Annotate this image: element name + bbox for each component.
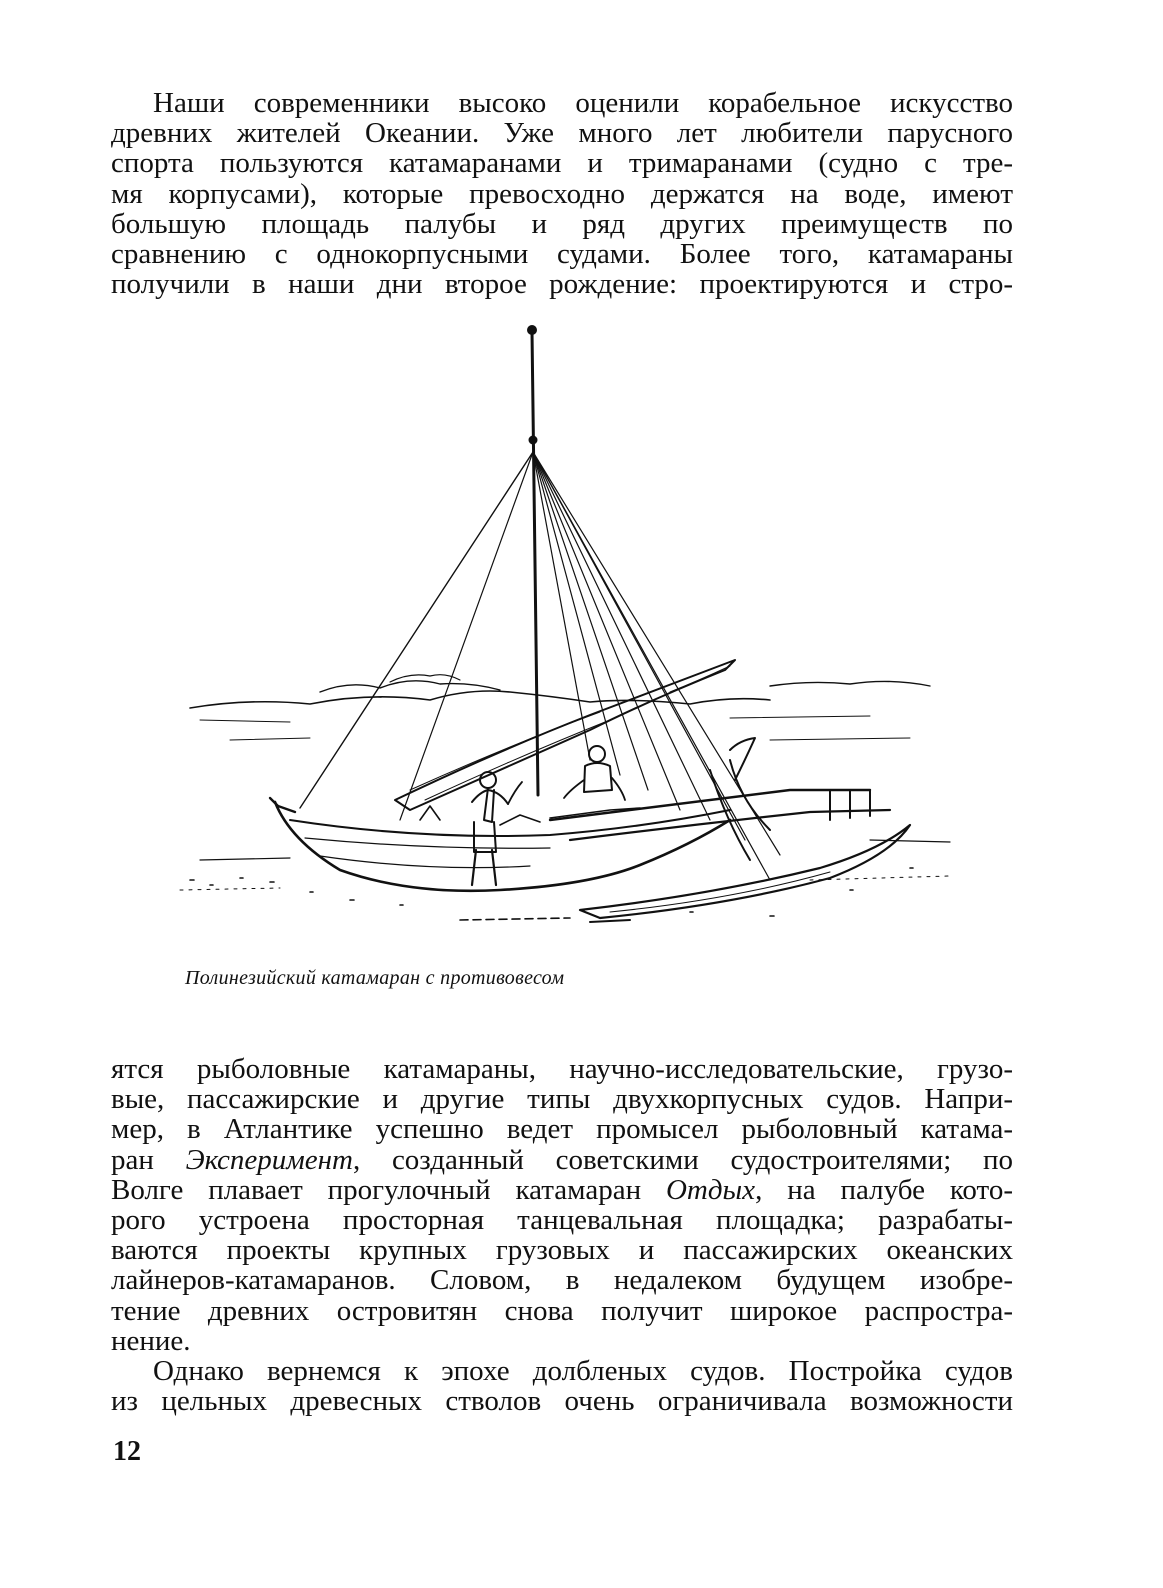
text-line: спорта пользуются катамаранами и тримаранами (судно с тре-	[111, 147, 1013, 180]
text-line: Однако вернемся к эпохе долбленых судов. Постройка судов	[153, 1355, 1013, 1388]
ship-name-eksperiment: Эксперимент	[185, 1143, 353, 1176]
text-line: ваются проекты крупных грузовых и пассажирских океанских	[111, 1234, 1013, 1267]
text-fragment: ран	[111, 1143, 186, 1176]
text-line: нение.	[111, 1324, 191, 1357]
text-line: из цельных древесных стволов очень ограничивала возможности	[111, 1385, 1013, 1418]
text-line: большую площадь палубы и ряд других преимуществ по	[111, 207, 1013, 240]
text-line	[111, 1145, 1013, 1175]
text-line: древних жителей Океании. Уже много лет любители парусного	[111, 117, 1013, 150]
text-line: ятся рыболовные катамараны, научно-исследовательские, грузо-	[111, 1053, 1013, 1085]
text-line: тение древних островитян снова получит широкое распростра-	[111, 1294, 1013, 1327]
figure-caption: Полинезийский катамаран с противовесом	[185, 967, 565, 989]
text-line: мя корпусами), которые превосходно держатся на воде, имеют	[111, 177, 1013, 210]
text-line: рого устроена просторная танцевальная площадка; разрабаты-	[111, 1204, 1013, 1237]
text-line: мер, в Атлантике успешно ведет промысел рыболовный катама-	[111, 1113, 1013, 1146]
ship-name-otdykh: Отдых	[665, 1173, 756, 1206]
top-paragraph	[111, 88, 1013, 299]
text-line: Наши современники высоко оценили корабельное искусство	[153, 87, 1013, 119]
text-line: получили в наши дни второе рождение: проектируются и стро-	[111, 268, 1013, 301]
text-line: вые, пассажирские и другие типы двухкорпусных судов. Напри-	[111, 1083, 1013, 1116]
catamaran-illustration	[170, 320, 970, 960]
text-fragment: , на палубе кото-	[755, 1173, 1013, 1206]
bottom-paragraph	[111, 1054, 1013, 1416]
text-line	[111, 1175, 1013, 1205]
page-number: 12	[113, 1436, 141, 1467]
text-fragment: , созданный советскими судостроителями; по	[353, 1143, 1013, 1176]
text-line: лайнеров-катамаранов. Словом, в недалеком будущем изобре-	[111, 1264, 1013, 1297]
text-fragment: Волге плавает прогулочный катамаран	[111, 1173, 666, 1206]
text-line: сравнению с однокорпусными судами. Более того, катамараны	[111, 238, 1013, 271]
